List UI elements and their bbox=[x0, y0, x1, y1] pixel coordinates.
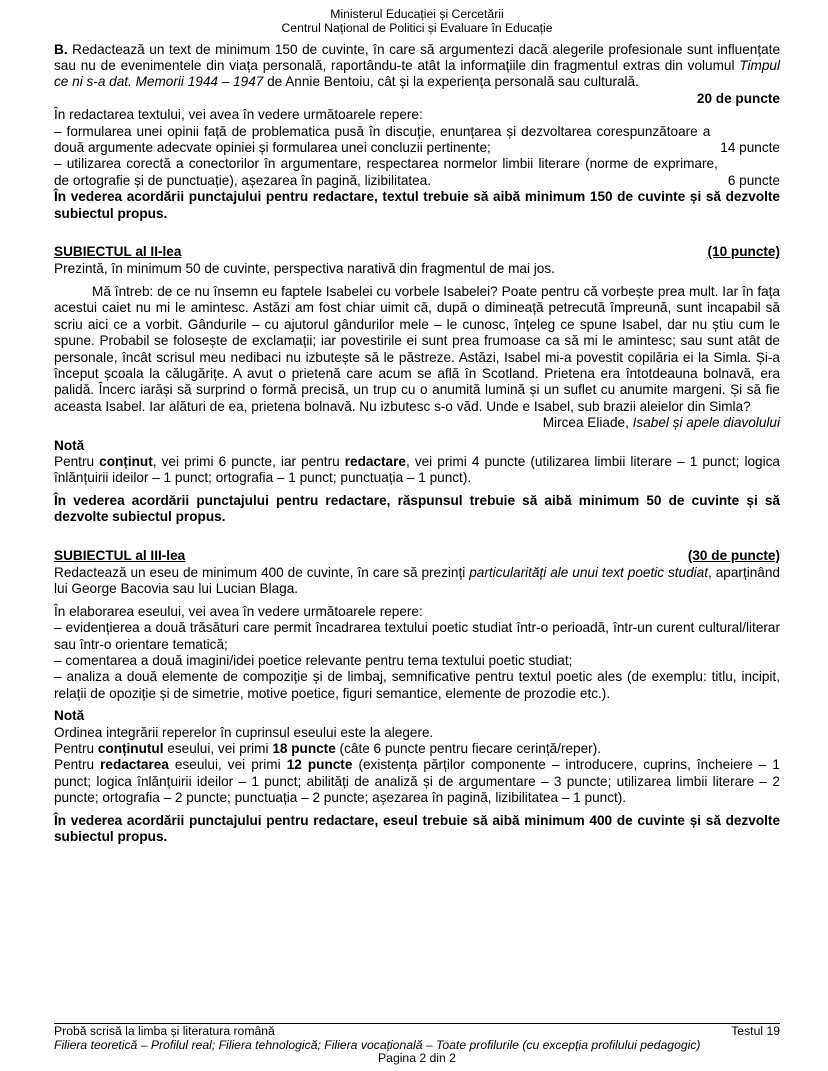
fragment-source: Mircea Eliade, Isabel și apele diavolului bbox=[542, 415, 780, 431]
footer-page-number: Pagina 2 din 2 bbox=[378, 1051, 456, 1066]
part-b-repere-title: În redactarea textului, vei avea în vedere următoarele repere: bbox=[54, 107, 423, 123]
reper-1-points: 14 puncte bbox=[720, 140, 780, 156]
exam-page bbox=[54, 8, 780, 845]
page-footer bbox=[54, 1023, 780, 1066]
footer-test-number: Testul 19 bbox=[731, 1024, 780, 1038]
subject-2-note: Pentru conținut, vei primi 6 puncte, iar pentru redactare, vei primi 4 puncte (utilizarea limbii literare – 1 punct; logica înlănțuirii ideilor – 1 punct; ortografia – 1 punct; punctuația – 1 punct). bbox=[54, 453, 780, 486]
part-b-task: B. Redactează un text de minimum 150 de cuvinte, în care să argumentezi dacă alegerile profesionale sunt influențate sau nu de evenimentele din viața personală, raportându-te atât la informațiile din fragmentul extras din volumul Timpul ce ni s-a dat. Memorii 1944 – 1947 de Annie Bentoiu, cât și la experiența personală sau culturală. bbox=[54, 41, 780, 90]
ministry-name: Ministerul Educației și Cercetării bbox=[330, 7, 504, 21]
subject-3-reper-1: – evidențierea a două trăsături care permit încadrarea textului poetic studiat într-o perioadă, într-un curent cultural/literar sau într-o orientare tematică; bbox=[54, 620, 780, 652]
part-b-points: 20 de puncte bbox=[696, 90, 780, 106]
part-b-note: În vederea acordării punctajului pentru redactare, textul trebuie să aibă minimum 150 de cuvinte și să dezvolte subiectul propus. bbox=[54, 189, 780, 221]
subject-3-reper-3: – analiza a două elemente de compoziție și de limbaj, semnificative pentru textul poetic ales (de exemplu: titlu, incipit, relații de opoziție și de simetrie, motive poetice, figuri semantice, elemente de prozodie etc.). bbox=[54, 669, 780, 701]
subject-2-task: Prezintă, în minimum 50 de cuvinte, perspectiva narativă din fragmentul de mai jos. bbox=[54, 261, 555, 277]
subject-3-note-order: Ordinea integrării reperelor în cuprinsul eseului este la alegere. bbox=[54, 724, 434, 740]
footer-exam-name: Probă scrisă la limba și literatura română bbox=[54, 1024, 275, 1038]
footer-profiles: Filiera teoretică – Profilul real; Filiera tehnologică; Filiera vocațională – Toate profilurile (cu excepția profilului pedagogic) bbox=[54, 1037, 701, 1052]
reper-2-points: 6 puncte bbox=[727, 172, 780, 188]
subject-3-reper-2: – comentarea a două imagini/idei poetice relevante pentru tema textului poetic studiat; bbox=[54, 653, 573, 668]
center-name: Centrul Național de Politici și Evaluare în Educație bbox=[281, 20, 553, 35]
subject-3-heading bbox=[54, 548, 780, 564]
subject-2-note-bold: În vederea acordării punctajului pentru redactare, răspunsul trebuie să aibă minimum 50 de cuvinte și să dezvolte subiectul propus. bbox=[54, 492, 780, 525]
subject-2-note-title: Notă bbox=[54, 437, 85, 453]
subject-3-repere-title: În elaborarea eseului, vei avea în vedere următoarele repere: bbox=[54, 603, 423, 619]
part-b-label: B. bbox=[54, 41, 68, 57]
part-b-reper-1: – formularea unei opinii față de problematica pusă în discuție, enunțarea și dezvoltarea corespunzătoare a două argumente adecvate opiniei și formularea unei concluzii pertinente; 14 puncte bbox=[54, 123, 780, 156]
subject-2-fragment: Mă întreb: de ce nu însemn eu faptele Isabelei cu vorbele Isabelei? Poate pentru că vorbește prea mult. Iar în fața acestui caiet nu mi le amintesc. Astăzi am fost chiar uimit că, după o dimineață petrecută împreună, sunt incapabil să scriu aici ce a vorbit. Gândurile – cu ajutorul gândurilor mele – le cunosc, înțeleg ce spune Isabel, dar nu știu cum le spune. Probabil se folosește de exclamații; iar povestirile ei sunt prea frumoase ca să mi le amintesc; sau sunt atât de personale, încât scrisul meu nedibaci nu izbutește să le păstreze. Astăzi, Isabel mi-a povestit copilăria ei la Simla. Și-a început școala la călugărițe. A avut o prietenă care acum se află în Scotland. Prietena era întotdeauna bolnavă, era palidă. Încerc iarăși să surprind o formă precisă, un trup cu o anumită lumină și un suflet cu anumite margeni. Și să fie aceasta Isabel. Iar alături de ea, prietena bolnavă. Nu izbutesc s-o văd. Unde e Isabel, sub brazii aleielor din Simla? bbox=[54, 283, 780, 414]
page-header bbox=[54, 8, 780, 36]
book-title: Timpul ce ni s-a dat. Memorii 1944 – 1947 bbox=[54, 58, 780, 90]
part-b-reper-2: – utilizarea corectă a conectorilor în argumentare, respectarea normelor limbii literare (norme de exprimare, de ortografie și de punctuație), așezarea în pagină, lizibilitatea. 6 puncte bbox=[54, 156, 780, 188]
subject-3-note-title: Notă bbox=[54, 708, 85, 724]
subject-3-note-bold: În vederea acordării punctajului pentru redactare, eseul trebuie să aibă minimum 400 de cuvinte și să dezvolte subiectul propus. bbox=[54, 812, 780, 845]
subject-3-note-redactare: Pentru redactarea eseului, vei primi 12 puncte (existența părților componente – introducere, cuprins, încheiere – 1 punct; logica înlănțuirii ideilor – 1 punct; abilități de analiză și de argumentare – 3 puncte; utilizarea limbii literare – 2 puncte; ortografia – 2 puncte; punctuația – 2 puncte; așezarea în pagină, lizibilitatea – 1 punct). bbox=[54, 757, 780, 806]
subject-2-heading bbox=[54, 244, 780, 260]
subject-3-points: (30 de puncte) bbox=[687, 547, 780, 563]
subject-2-title: SUBIECTUL al II-lea bbox=[54, 244, 182, 260]
subject-3-title: SUBIECTUL al III-lea bbox=[54, 547, 186, 563]
subject-3-note-content: Pentru conținutul eseului, vei primi 18 puncte (câte 6 puncte pentru fiecare cerință/reper). bbox=[54, 741, 601, 757]
subject-3-task: Redactează un eseu de minimum 400 de cuvinte, în care să prezinți particularități ale unui text poetic studiat, aparținând lui George Bacovia sau lui Lucian Blaga. bbox=[54, 564, 780, 597]
subject-2-points: (10 puncte) bbox=[707, 244, 780, 260]
